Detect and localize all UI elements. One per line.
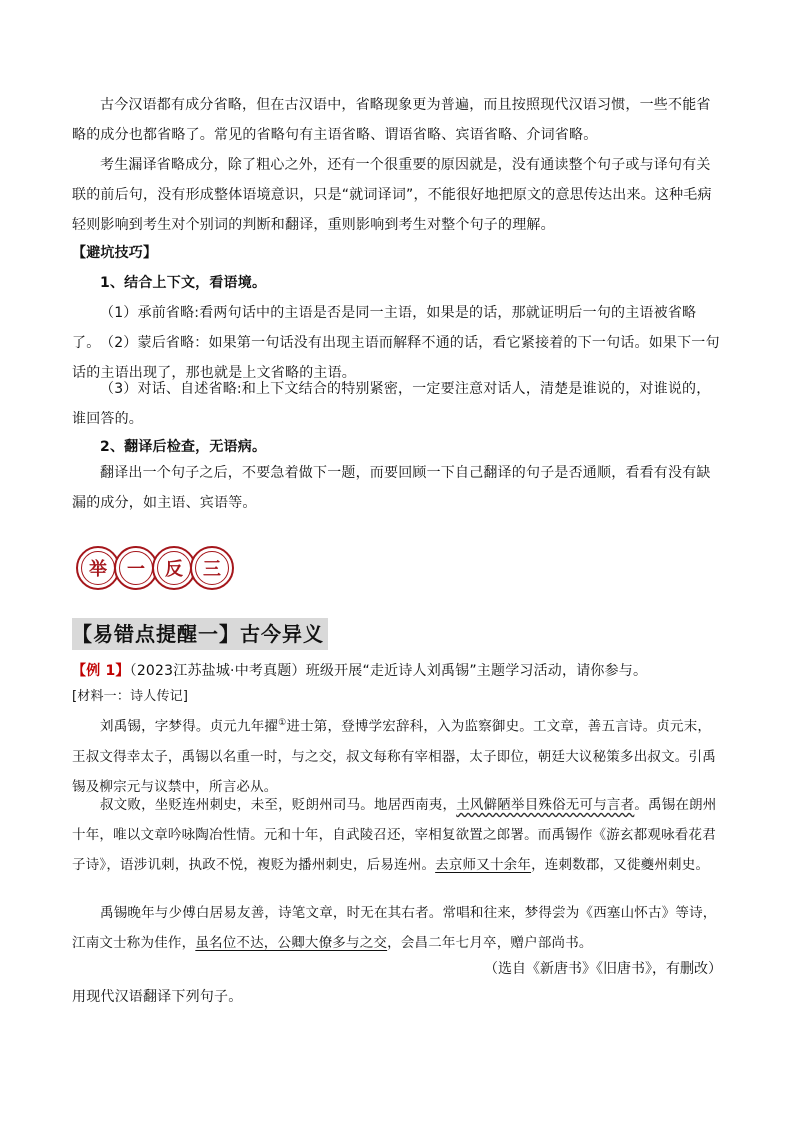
- material-paragraph-1: [72, 708, 722, 802]
- para3-text-b: ，会昌二年七月卒，赠户部尚书。: [387, 935, 593, 951]
- para2-underlined-sentence: 去京师又十余年: [435, 857, 532, 873]
- para3-text-a: 禹锡晚年与少傅白居易友善，诗笔文章，时无在其右者。常唱和往来，梦得尝为《西塞山怀古》等诗，江南文士称为佳作，: [72, 905, 717, 951]
- badge-char-2: 一: [119, 551, 153, 585]
- example-intro-text: （2023江苏盐城·中考真题）班级开展“走近诗人刘禹锡”主题学习活动，请你参与。: [129, 663, 648, 679]
- para2-text-a: 叔文败，坐贬连州刺史，未至，贬朗州司马。地居西南夷，: [100, 797, 457, 813]
- material-label: [材料一：诗人传记]: [72, 689, 189, 704]
- para2-text-c: ，连刺数郡，又徙夔州刺史。: [531, 857, 710, 873]
- tip-2-body: 翻译出一个句子之后，不要急着做下一题，而要回顾一下自己翻译的句子是否通顺，看看有没有缺漏的成分，如主语、宾语等。: [72, 465, 711, 511]
- tip-1-item-1: （1）承前省略:看两句话中的主语是否是同一主语，如果是的话，那就证明后一句的主语被省略了。: [72, 305, 697, 351]
- section-badge: [76, 546, 236, 596]
- material-paragraph-2: [72, 790, 722, 880]
- tip-2-title: 2、翻译后检查，无语病。: [100, 439, 267, 455]
- para3-underlined-sentence: 虽名位不达，公卿大僚多与之交: [195, 935, 388, 951]
- intro-paragraph-2: 考生漏译省略成分，除了粗心之外，还有一个很重要的原因就是，没有通读整个句子或与译句有关联的前后句，没有形成整体语境意识，只是“就词译词”，不能很好地把原文的意思传达出来。这种毛病轻则影响到考生对个别词的判断和翻译，重则影响到考生对整个句子的理解。: [72, 157, 712, 233]
- tips-title: 【避坑技巧】: [72, 245, 158, 261]
- section-heading: 【易错点提醒一】古今异义: [72, 618, 328, 650]
- footnote-marker: ①: [278, 718, 287, 728]
- example-tag: 【例 1】: [72, 663, 130, 679]
- instruction-text: 用现代汉语翻译下列句子。: [72, 989, 243, 1005]
- tip-1-item-3: （3）对话、自述省略:和上下文结合的特别紧密，一定要注意对话人，清楚是谁说的，对谁说的，谁回答的。: [72, 381, 711, 427]
- para1-text-a: 刘禹锡，字梦得。贞元九年擢: [100, 718, 279, 735]
- intro-paragraph-1: 古今汉语都有成分省略，但在古汉语中，省略现象更为普遍，而且按照现代汉语习惯，一些不能省略的成分也都省略了。常见的省略句有主语省略、谓语省略、宾语省略、介词省略。: [72, 97, 711, 143]
- tip-1-item-2: （2）蒙后省略：如果第一句话没有出现主语而解释不通的话，看它紧接着的下一句话。如果下一句话的主语出现了，那也就是上文省略的主语。: [72, 335, 720, 381]
- tip-1-title: 1、结合上下文，看语境。: [100, 275, 267, 291]
- para1-text-b: 进士第，登博学宏辞科，入为监察御史。工文章，善五言诗。贞元末，王叔文得幸太子，禹锡以名重一时，与之交，叔文每称有宰相器，太子即位，朝廷大议秘策多出叔文。引禹锡及柳宗元与议禁中，所言必从。: [72, 718, 716, 795]
- para2-text-b: 。禹锡在朗州十年，唯以文章吟咏陶冶性情。元和十年，自武陵召还，宰相复欲置之郎署。而禹锡作《游玄都观咏看花君子诗》，语涉讥刺，执政不悦，複贬为播州刺史，后易连州。: [72, 797, 717, 873]
- badge-char-1: 举: [81, 551, 115, 585]
- material-paragraph-3: [72, 898, 722, 958]
- source-citation: （选自《新唐书》《旧唐书》，有删改）: [484, 961, 722, 977]
- badge-char-3: 反: [157, 551, 191, 585]
- para2-wavy-sentence: 土风僻陋举目殊俗无可与言者: [456, 797, 635, 813]
- badge-char-4: 三: [195, 551, 229, 585]
